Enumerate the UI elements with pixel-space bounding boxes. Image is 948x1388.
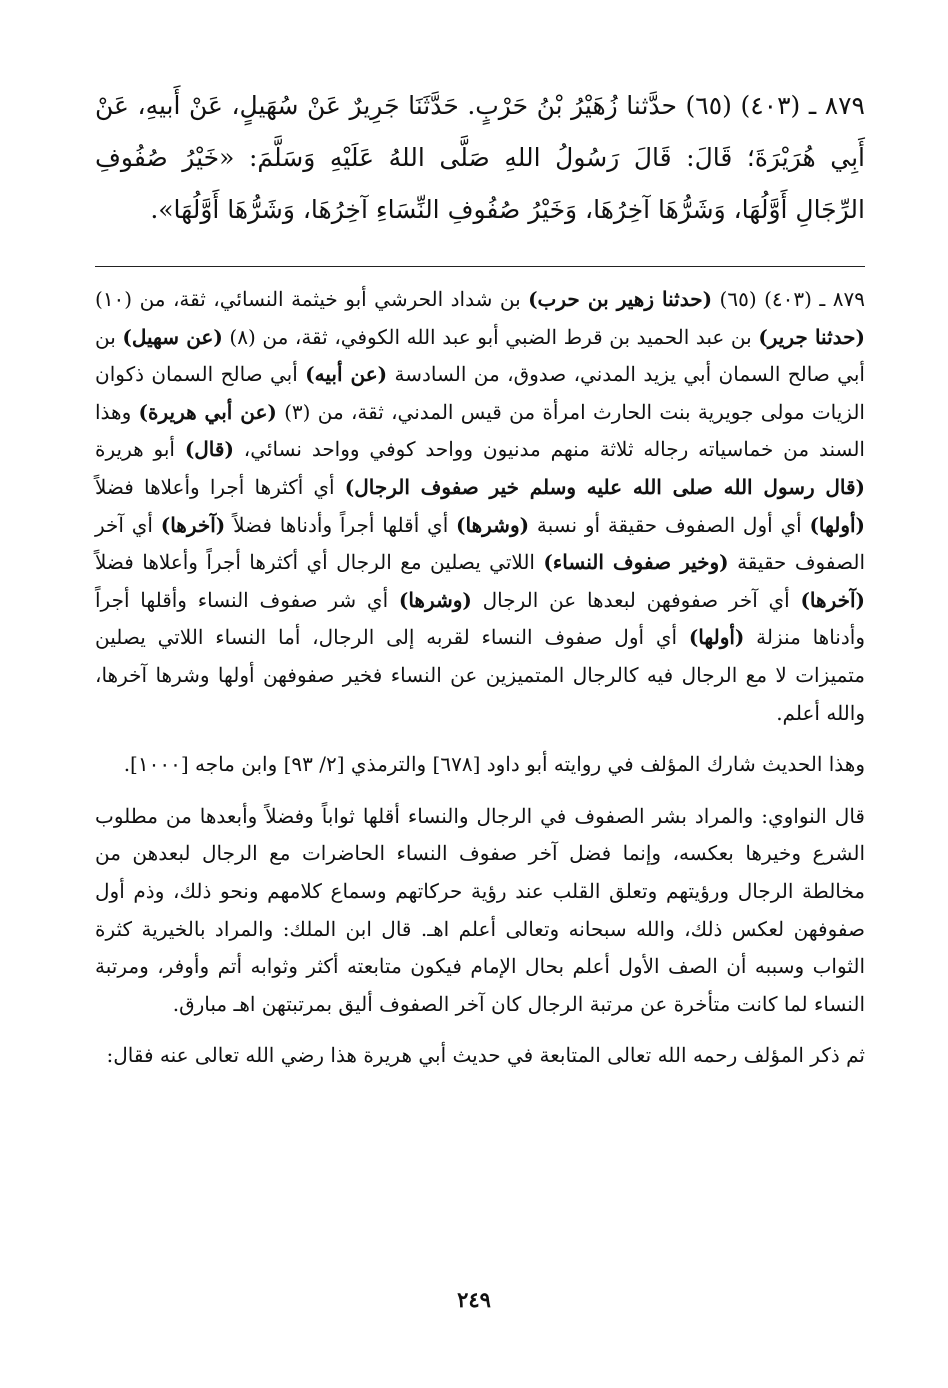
- commentary-bold-phrase: (حدثنا جرير): [758, 324, 865, 349]
- commentary-bold-phrase: (حدثنا زهير بن حرب): [528, 287, 713, 311]
- commentary-text: ٨٧٩ ـ (٤٠٣) (٦٥): [712, 287, 865, 311]
- commentary-text: أي شر صفوف النساء وأقلها أجراً وأدناها منزلة: [95, 587, 865, 650]
- commentary-bold-phrase: (وشرها): [398, 587, 472, 612]
- commentary-section: [95, 281, 865, 1075]
- commentary-text: أي أول الصفوف حقيقة أو نسبة: [529, 512, 810, 537]
- commentary-text: أبو هريرة: [95, 437, 185, 462]
- commentary-text: أبي صالح السمان ذكوان الزيات مولى جويرية بنت الحارث امرأة من قيس المدني، ثقة، من (٣): [95, 362, 865, 424]
- commentary-paragraph-transition: ثم ذكر المؤلف رحمه الله تعالى المتابعة في حديث أبي هريرة هذا رضي الله تعالى عنه فقال:: [106, 1043, 865, 1068]
- commentary-text: بن شداد الحرشي أبو خيثمة النسائي، ثقة، من (١٠): [95, 287, 529, 311]
- commentary-paragraph-narrators: [95, 281, 865, 732]
- commentary-bold-phrase: (آخرها): [160, 512, 226, 537]
- commentary-text: بن عبد الحميد بن قرط الضبي أبو عبد الله الكوفي، ثقة، من (٨): [222, 324, 759, 349]
- commentary-bold-phrase: (آخرها): [800, 587, 865, 612]
- commentary-bold-phrase: (أولها): [688, 625, 745, 650]
- commentary-text: اللاتي يصلين مع الرجال أي أكثرها أجراً وأعلاها فضلاً: [95, 550, 544, 575]
- footnote-divider: [95, 266, 865, 267]
- commentary-paragraph-sources: وهذا الحديث شارك المؤلف في روايته أبو داود [٦٧٨] والترمذي [٢/ ٩٣] وابن ماجه [١٠٠٠].: [123, 752, 865, 777]
- commentary-paragraph-nawawi: قال النواوي: والمراد بشر الصفوف في الرجال والنساء أقلها ثواباً وفضلاً وأبعدها من مطلوب الشرع وخيرها بعكسه، وإنما فضل آخر صفوف النساء الحاضرات مع الرجال لبعدهن من مخالطة الرجال ورؤيتهم وتعلق القلب عند رؤية حركاتهم وسماع كلامهم ونحو ذلك، وذم أول صفوفهن لعكس ذلك، والله سبحانه وتعالى أعلم اهـ. قال ابن الملك: والمراد بالخيرية كثرة الثواب وسببه أن الصف الأول أعلم بحال الإمام فيكون متابعته أكثر وثوابه أتم وأوفر، ومرتبة النساء لما كانت متأخرة عن مرتبة الرجال كان آخر الصفوف أليق بمرتبتهن اهـ مبارق.: [95, 803, 865, 1016]
- commentary-text: أي أول صفوف النساء لقربه إلى الرجال، أما النساء اللاتي يصلين متميزات لا مع الرجال فيه كالرجال المتميزين عن النساء فخير صفوفهن أولها وشرها آخرها، والله أعلم.: [95, 625, 865, 725]
- hadith-text: ٨٧٩ ـ (٤٠٣) (٦٥) حدَّثنا زُهَيْرُ بْنُ حَرْبٍ. حَدَّثَنَا جَرِيرٌ عَنْ سُهَيلٍ، عَنْ أَبيهِ، عَنْ أَبِي هُرَيْرَةَ؛ قَالَ: قَالَ رَسُولُ اللهِ صَلَّى اللهُ عَلَيْهِ وَسَلَّمَ: «خَيْرُ صُفُوفِ الرِّجَالِ أَوَّلُهَا، وَشَرُّهَا آخِرُهَا، وَخَيْرُ صُفُوفِ النِّسَاءِ آخِرُهَا، وَشَرُّهَا أَوَّلُهَا».: [95, 91, 865, 224]
- commentary-text: أي أكثرها أجرا وأعلاها فضلاً: [95, 474, 345, 499]
- page-number: ٢٤٩: [457, 1287, 491, 1312]
- commentary-bold-phrase: (وشرها): [456, 512, 530, 537]
- commentary-text: بن أبي صالح السمان أبي يزيد المدني، صدوق، من السادسة: [95, 324, 865, 387]
- commentary-bold-phrase: (أولها): [809, 512, 866, 537]
- commentary-bold-phrase: (عن أبيه): [305, 362, 388, 387]
- page-body: [95, 80, 865, 1075]
- commentary-bold-phrase: (عن سهيل): [122, 324, 223, 349]
- commentary-text: أي آخر الصفوف حقيقة: [95, 512, 866, 575]
- commentary-text: أي أقلها أجراً وأدناها فضلاً: [225, 512, 457, 537]
- commentary-text: وهذا السند من خماسياته رجاله ثلاثة منهم مدنيون وواحد كوفي وواحد نسائي،: [95, 399, 865, 462]
- commentary-bold-phrase: (عن أبي هريرة): [138, 399, 277, 424]
- commentary-text: أي آخر صفوفهن لبعدها عن الرجال: [471, 587, 801, 612]
- commentary-bold-phrase: (وخير صفوف النساء): [543, 550, 729, 575]
- commentary-bold-phrase: (قال رسول الله صلى الله عليه وسلم خير صفوف الرجال): [344, 474, 866, 499]
- commentary-bold-phrase: (قال): [184, 437, 234, 462]
